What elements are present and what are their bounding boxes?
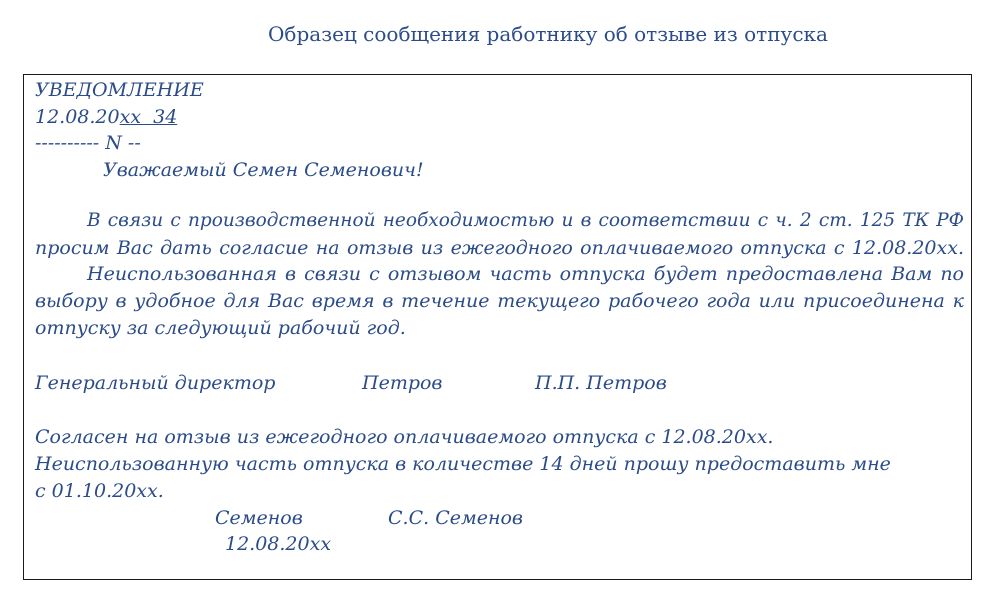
notice-date-number: xx 34 [119, 106, 178, 128]
paragraph1-line2: просим Вас дать согласие на отзыв из ежегодного оплачиваемого отпуска с 12.08.20xx. [35, 237, 964, 259]
consent-line2: Неиспользованную часть отпуска в количестве 14 дней прошу предоставить мне [35, 453, 891, 475]
notice-frame [23, 74, 972, 580]
consent-line3: с 01.10.20xx. [35, 480, 164, 502]
document-heading: Образец сообщения работнику об отзыве из отпуска [268, 22, 828, 46]
paragraph2-line2: выбору в удобное для Вас время в течение текущего рабочего года или присоединена к [35, 290, 964, 312]
employee-date: 12.08.20xx [225, 533, 332, 555]
director-position: Генеральный директор [35, 372, 276, 394]
paragraph2-line1: Неиспользованная в связи с отзывом часть отпуска будет предоставлена Вам по [87, 263, 964, 285]
notice-greeting: Уважаемый Семен Семенович! [103, 159, 424, 181]
notice-date-line [35, 104, 177, 130]
notice-title: УВЕДОМЛЕНИЕ [35, 79, 204, 101]
employee-name: С.С. Семенов [388, 507, 523, 529]
notice-date-prefix: 12.08.20 [35, 106, 120, 128]
director-signature: Петров [362, 372, 443, 394]
director-name: П.П. Петров [535, 372, 667, 394]
paragraph1-line1: В связи с производственной необходимостью и в соответствии с ч. 2 ст. 125 ТК РФ [87, 210, 964, 231]
consent-line1: Согласен на отзыв из ежегодного оплачиваемого отпуска с 12.08.20xx. [35, 426, 774, 448]
notice-number-line: ---------- N -- [35, 132, 141, 154]
paragraph2-line3: отпуску за следующий рабочий год. [35, 317, 406, 339]
employee-signature: Семенов [215, 507, 303, 529]
